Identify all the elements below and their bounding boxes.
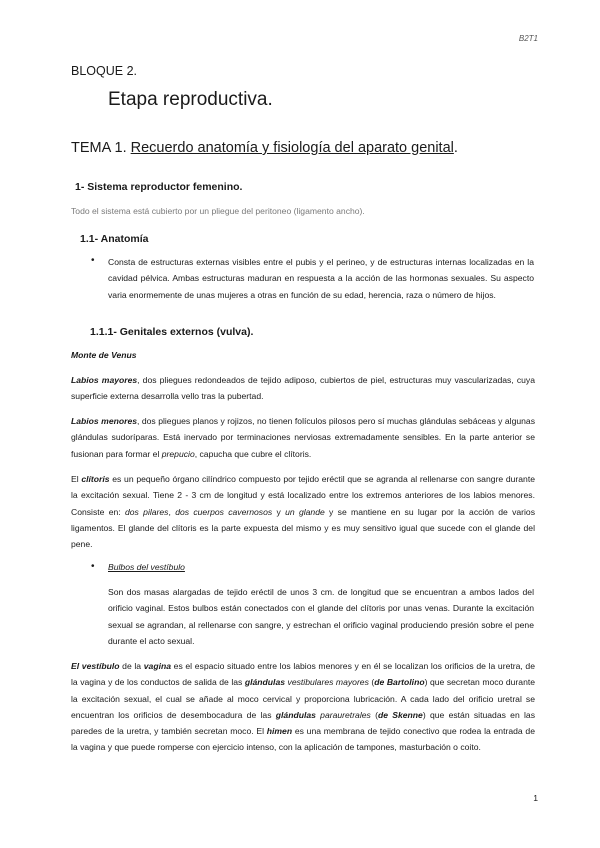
vagina-term: vagina	[143, 661, 171, 671]
parauretrales-term: parauretrales	[315, 709, 371, 720]
etapa-title: Etapa reproductiva.	[108, 89, 273, 110]
anatomia-paragraph: Consta de estructuras externas visibles entre el pubis y el perineo, y de estructuras internas localizadas en la cavidad pélvica. Ambas estructuras maduran en respuesta a la acción de las hormonas sexuales. Su aspecto varia enormemente de unas mujeres a otras en función de su edad, herencia, raza o número de hijos.	[108, 257, 534, 300]
bloque-heading: BLOQUE 2.	[71, 64, 137, 78]
section-1-1-heading: 1.1- Anatomía	[80, 233, 149, 245]
bullet-icon: •	[91, 561, 95, 572]
clitoris-pilares: dos pilares	[125, 506, 169, 517]
monte-venus	[71, 347, 535, 363]
mayores-term: Labios mayores	[71, 375, 138, 385]
bulbos-title-text: Bulbos del vestíbulo	[108, 562, 185, 572]
menores-term: Labios menores	[71, 416, 137, 426]
clitoris-term: clítoris	[81, 474, 110, 484]
bartolino-term: de Bartolino	[374, 677, 425, 688]
glandulas-term-2: glándulas	[275, 709, 316, 720]
himen-term: himen	[266, 726, 293, 737]
vestibulo-paragraph	[71, 658, 535, 756]
tema-prefix: TEMA 1.	[71, 140, 131, 156]
tema-heading	[71, 140, 458, 156]
vestibulo-t16: es una membrana de tejido conectivo que rodea la entrada de la vagina y que puede romperse con ejercicio intenso, con la aplicación de tampones, masturbación o coito.	[71, 726, 535, 753]
mayores-text: , dos pliegues redondeados de tejido adiposo, cubiertos de piel, estructuras muy vascularizadas, cuya superficie externa desarrolla vello tras la pubertad.	[71, 375, 535, 402]
menores-text2: , capucha que cubre el clítoris.	[194, 448, 312, 459]
skenne-term: de Skenne	[377, 709, 423, 720]
prepucio-term: prepucio	[161, 448, 195, 459]
monte-term: Monte de Venus	[71, 350, 137, 360]
vestibulo-t4: es el espacio situado entre los labios menores y en él se localizan los orificios de la uretra, de la vagina y de los conductos de salida de las	[71, 661, 535, 688]
clitoris-text2: y se mantiene en su lugar por la acción de varios ligamentos. El glande del clítoris es la parte expuesta del mismo y es muy sensitivo igual que sucede con el glande del pene.	[71, 506, 535, 550]
clitoris-cuerpos: dos cuerpos cavernosos	[175, 506, 273, 517]
vestibulo-t7: (	[368, 677, 375, 688]
clitoris-sep1: ,	[168, 506, 176, 517]
section-1-1-1-heading: 1.1.1- Genitales externos (vulva).	[90, 326, 254, 338]
tema-title: Recuerdo anatomía y fisiología del aparato genital	[130, 140, 454, 156]
clitoris-pre: El	[71, 474, 82, 484]
vestibulares-term: vestibulares mayores	[285, 677, 369, 688]
bullet-icon: •	[91, 255, 95, 266]
vestibulo-t14: ) que están situadas en las paredes de la uretra, y también secretan moco. El	[71, 709, 535, 737]
menores-text1: , dos pliegues planos y rojizos, no tienen folículos pilosos pero sí muchas glándulas sebáceas y algunas glándulas sudoríparas. Está inervado por terminaciones nerviosas extremadamente sensibles. En la parte anterior se fusionan para formar el	[71, 416, 535, 459]
labios-mayores-paragraph	[71, 372, 535, 405]
clitoris-sep2: y	[272, 506, 286, 517]
vestibulo-t2: de la	[119, 661, 144, 671]
clitoris-text1: es un pequeño órgano cilíndrico compuesto por tejido eréctil que se agranda al rellenarse con sangre durante la excitación sexual. Tiene 2 - 3 cm de longitud y está localizado entre los extremos anteriores de los labios menores. Consiste en:	[71, 474, 535, 517]
intro-text: Todo el sistema está cubierto por un pliegue del peritoneo (ligamento ancho).	[71, 206, 365, 216]
vestibulo-t9: ) que secretan moco durante la excitación sexual, el cual se añade al moco cervical y proporciona lubricación. A cada lado del orificio uretral se encuentran los orificios de desembocadura de las	[71, 677, 536, 720]
page-number: 1	[533, 793, 538, 803]
clitoris-paragraph	[71, 471, 535, 552]
header-code: B2T1	[518, 34, 538, 43]
vestibulo-term: El vestíbulo	[71, 661, 120, 671]
glandulas-term: glándulas	[244, 677, 286, 688]
tema-suffix: .	[453, 140, 458, 156]
bulbos-paragraph: Son dos masas alargadas de tejido eréctil de unos 3 cm. de longitud que se encuentran a ambos lados del orificio vaginal. Estos bulbos están conectados con el glande del clítoris por unas venas. Durante la excitación sexual se agrandan, al rellenarse con sangre, y estrechan el orificio vaginal produciendo presión sobre el pene durante el acto sexual.	[108, 587, 534, 646]
labios-menores-paragraph	[71, 413, 535, 462]
bulbos-title	[108, 559, 534, 575]
clitoris-glande: un glande	[285, 506, 325, 517]
vestibulo-t12: (	[370, 709, 378, 720]
section-1-heading: 1- Sistema reproductor femenino.	[75, 181, 243, 193]
